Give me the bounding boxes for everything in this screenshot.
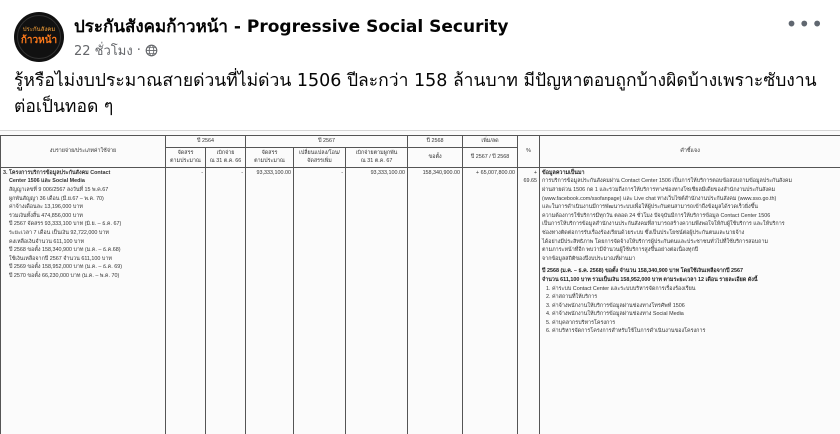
remark-line: จำนวน 611,100 บาท รวมเป็นเงิน 158,952,000 บาท ตามระยะเวลา 12 เดือน รายละเอียด ดังนี้ (542, 276, 758, 283)
remark-line: ความต้องการใช้บริการมีทุกวัน ตลอด 24 ชั่วโมง ปัจจุบันมีการให้บริการข้อมูล Contact Center 1506 (542, 212, 771, 219)
increase-cell: + 65,007,800.00 (463, 167, 518, 434)
header-year-2564: ปี 2564 (166, 136, 246, 148)
remark-line: 4. ค่าจ้างพนักงานให้บริการข้อมูลผ่านช่องทาง Social Media (546, 311, 684, 318)
item-line: ระยะเวลา 7 เดือน เป็นเงิน 92,722,000 บาท (9, 229, 109, 236)
item-line: ปี 2570 ขอตั้ง 66,230,000 บาท (ม.ค. – พ.ค. 70) (9, 272, 120, 279)
remark-line: 5. ค่าบุคลากรบริหารโครงการ (546, 319, 616, 326)
remark-line: ช่องทางติดต่อการรับเรื่องร้องเรียนด้วยระบบ ซึ่งเป็นประโยชน์ต่อผู้ประกันตนและนายจ้าง (542, 229, 745, 236)
header-remark: คำชี้แจง (540, 136, 840, 168)
avatar-logo-top: ประกันสังคม (22, 27, 56, 33)
meta-separator: · (136, 43, 141, 58)
item-line: ปี 2567 จัดสรร 93,333,100 บาท (มิ.ย. – ธ.ค. 67) (9, 221, 122, 228)
disbursed-67-cell: 93,333,100.00 (346, 167, 408, 434)
request-68-cell: 158,340,900.00 (408, 167, 463, 434)
post-header (0, 0, 840, 62)
header-percent: % (518, 136, 540, 168)
remark-line: (www.facebook.com/ssofanpage) และ Live chat ทางเว็บไซต์สำนักงานประกันสังคม (www.sso.go.th) (542, 195, 777, 202)
approved-64-cell: - (166, 167, 206, 434)
remark-line: และในการดำเนินงานมีการพัฒนาระบบเพื่อให้ผู้ประกันตนสามารถเข้าถึงข้อมูลได้รวดเร็วยิ่งขึ้น (542, 204, 758, 211)
remark-line: 3. ค่าจ้างพนักงานให้บริการข้อมูลผ่านช่องทางโทรศัพท์ 1506 (546, 302, 685, 309)
remark-line: 2. ค่าสถานที่ให้บริการ (546, 294, 598, 301)
remark-line: ตามภาระหน้าที่อีก พบว่ามีจำนวนผู้ใช้บริการสูงขึ้นอย่างต่อเนื่องทุกปี (542, 247, 699, 254)
header-item: งบรายจ่าย/ประเภทค่าใช้จ่าย (1, 136, 166, 168)
item-line: ใช้เงินเหลือจากปี 2567 จำนวน 611,100 บาท (9, 255, 112, 262)
item-line: ปี 2568 ขอตั้ง 158,340,900 บาท (ม.ค. – ธ.ค.68) (9, 247, 121, 254)
remark-cell (540, 167, 840, 434)
remark-line: เป็นการให้บริการข้อมูลสำนักงานประกันสังคมที่สามารถสร้างความพึงพอใจให้กับผู้ใช้บริการ และให้บริการ (542, 221, 785, 228)
subheader-disbursed-64: เบิกจ่าย ณ 31 ต.ค. 66 (206, 147, 246, 167)
remark-line: ได้อย่างมีประสิทธิภาพ โดยการจัดจ้างให้บริการผู้ประกันตนและประชาชนทั่วไปที่ใช้บริการสอบถาม (542, 238, 769, 245)
subheader-transfer-67: เปลี่ยนแปลง/โอน/ จัดสรรเพิ่ม (294, 147, 346, 167)
subheader-approved-67: จัดสรร ตามประมาณ (246, 147, 294, 167)
remark-line: การบริการข้อมูลประกันสังคมผ่าน Contact Center 1506 เป็นการให้บริการตอบข้อสอบถามข้อมูลประกันสังคม (542, 178, 793, 185)
remark-line: จากข้อมูลสถิติของปีงบประมาณที่ผ่านมา (542, 255, 636, 262)
budget-document (0, 131, 840, 434)
subheader-diff: ปี 2567 / ปี 2568 (463, 147, 518, 167)
more-options-icon[interactable]: ••• (785, 12, 824, 36)
globe-icon[interactable] (145, 44, 158, 57)
item-line: ปี 2569 ขอตั้ง 158,952,000 บาท (ม.ค. – ธ.ค. 69) (9, 264, 123, 271)
remark-line: 6. ค่าบริหารจัดการโครงการสำหรับใช้ในการดำเนินงานของโครงการ (546, 328, 706, 335)
page-name-link[interactable]: ประกันสังคมก้าวหน้า - Progressive Social Security (74, 17, 509, 37)
header-year-2568: ปี 2568 (408, 136, 463, 148)
item-line: ค่าจ้างเดือนละ 13,196,000 บาท (9, 204, 83, 211)
avatar-logo-bottom: ก้าวหน้า (20, 35, 58, 46)
table-row (1, 167, 840, 434)
post-timestamp[interactable]: 22 ชั่วโมง (74, 44, 133, 59)
remark-line: 1. ค่าระบบ Contact Center และระบบบริหารจัดการเรื่องร้องเรียน (546, 285, 696, 292)
page-avatar[interactable] (14, 12, 64, 62)
transfer-67-cell: - (294, 167, 346, 434)
item-line: สัญญาเลขที่ 9 006/2567 ลงวันที่ 15 พ.ค.67 (9, 186, 109, 193)
item-line: 3. โครงการบริการข้อมูลประกันสังคม Contact (3, 169, 111, 176)
header-year-2567: ปี 2567 (246, 136, 408, 148)
item-line: รวมเงินทั้งสิ้น 474,856,000 บาท (9, 212, 83, 219)
remark-line: ผ่านสายด่วน 1506 กด 1 และรวมถึงการให้บริการทางช่องทางโซเชียลมีเดียของสำนักงานประกันสังคม (542, 186, 776, 193)
subheader-approved-64: จัดสรร ตามประมาณ (166, 147, 206, 167)
post-meta (74, 40, 158, 61)
item-line: Center 1506 และ Social Media (9, 178, 85, 185)
post-text: รู้หรือไม่งบประมาณสายด่วนที่ไม่ด่วน 1506 ปีละกว่า 158 ล้านบาท มีปัญหาตอบถูกบ้างผิดบ้างเพราะซับงานต่อเป็นทอด ๆ (14, 71, 817, 117)
item-line: ผูกพันสัญญา 36 เดือน (มี.ย.67 – พ.ค. 70) (9, 195, 104, 202)
approved-67-cell: 93,333,100.00 (246, 167, 294, 434)
subheader-request-68: ขอตั้ง (408, 147, 463, 167)
budget-table (0, 135, 840, 434)
item-cell (1, 167, 166, 434)
remark-line: ข้อมูลความเป็นมา (542, 169, 585, 176)
post-attached-image[interactable] (0, 130, 840, 434)
remark-line: ปี 2568 (ม.ค. – ธ.ค. 2568) ขอตั้ง จำนวน 158,340,900 บาท โดยใช้เงินเหลือจากปี 2567 (542, 268, 743, 275)
percent-cell: + 69.65 (518, 167, 540, 434)
item-line: คงเหลือเงินจำนวน 611,100 บาท (9, 238, 84, 245)
disbursed-64-cell: - (206, 167, 246, 434)
subheader-disbursed-67: เบิกจ่ายตามผูกพัน ณ 31 ต.ค. 67 (346, 147, 408, 167)
header-increase: เพิ่ม/ลด (463, 136, 518, 148)
